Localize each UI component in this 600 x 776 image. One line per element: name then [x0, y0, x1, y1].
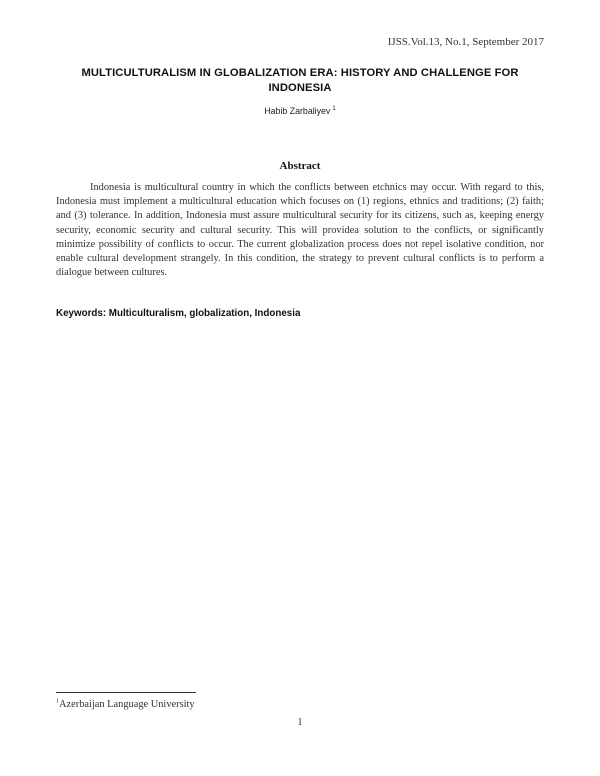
abstract-heading: Abstract	[279, 160, 321, 172]
page-number: 1	[297, 717, 303, 728]
author-name: Habib Zarbaliyev	[264, 106, 331, 116]
footnote	[56, 699, 195, 710]
paper-title: MULTICULTURALISM IN GLOBALIZATION ERA: HISTORY AND CHALLENGE FOR INDONESIA	[81, 67, 519, 94]
footnote-marker: 1	[56, 698, 59, 705]
keywords-line: Keywords: Multiculturalism, globalization, Indonesia	[56, 308, 301, 319]
footnote-divider	[56, 692, 196, 693]
abstract-body: Indonesia is multicultural country in which the conflicts between etchnics may occur. With regard to this, Indonesia must implement a multicultural education which focuses on (1) regions, ethnics and traditions; (2) faith; and (3) tolerance. In addition, Indonesia must assure multicultural security for its citizens, such as, keeping energy security, economic security and cultural security. This will providea solution to the conflicts, or significantly minimize possibility of conflicts to occur. The current globalization process does not repel isolative condition, nor enable cultural development strangely. In this condition, the strategy to prevent cultural conflicts is to perform a dialogue between cultures.	[56, 182, 544, 279]
author-footnote-marker: 1	[332, 106, 336, 113]
author-line	[0, 106, 600, 116]
footnote-text: Azerbaijan Language University	[59, 699, 195, 710]
journal-reference: IJSS.Vol.13, No.1, September 2017	[387, 36, 544, 48]
